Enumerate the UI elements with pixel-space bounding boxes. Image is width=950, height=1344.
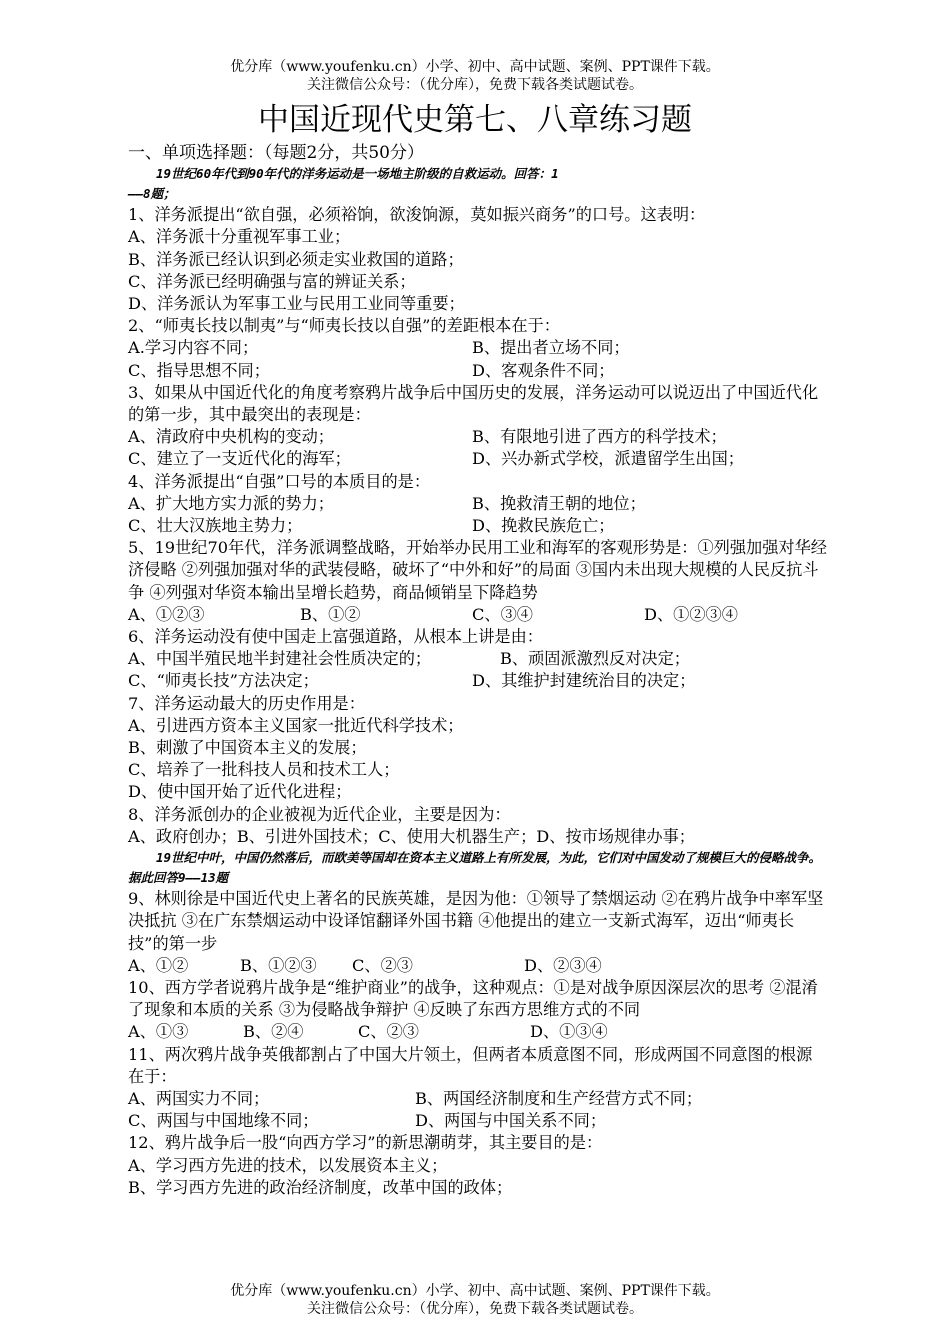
question-3 [128,382,828,471]
option-c: C、两国与中国地缘不同； [128,1111,319,1131]
option-a: A、引进西方资本主义国家一批近代科学技术； [128,715,464,735]
page-title: 中国近现代史第七、八章练习题 [258,102,692,138]
option-d: D、使中国开始了近代化进程； [128,782,352,802]
question-1 [128,204,828,315]
question-4 [128,471,828,538]
option-a: A、①②③ [128,604,205,624]
document-body [128,142,828,1199]
option-b: B、有限地引进了西方的科学技术； [472,427,727,447]
option-c: C、②③ [352,955,413,975]
section-heading: 一、单项选择题：（每题2分，共50分） [128,143,424,163]
option-b: B、提出者立场不同； [472,338,630,358]
options-inline: A、政府创办；B、引进外国技术；C、使用大机器生产；D、按市场规律办事； [128,826,695,846]
footer-line-1: 优分库（www.youfenku.cn）小学、初中、高中试题、案例、PPT课件下载。 [230,1283,720,1299]
option-a: A.学习内容不同； [128,338,259,358]
option-a: A、洋务派十分重视军事工业； [128,227,351,247]
option-d: D、挽救民族危亡； [472,516,615,536]
option-a: A、①③ [128,1022,189,1042]
intro-note-1-line-b: ——8题； [128,186,176,202]
header-line-1: 优分库（www.youfenku.cn）小学、初中、高中试题、案例、PPT课件下载。 [230,59,720,75]
page-footer [0,1282,950,1318]
header-line-2: 关注微信公众号：（优分库），免费下载各类试题试卷。 [307,77,643,93]
option-d: D、兴办新式学校，派遣留学生出国； [472,449,744,469]
option-d: D、客观条件不同； [472,360,615,380]
question-8 [128,804,828,848]
question-stem: 4、洋务派提出“自强”口号的本质目的是： [128,471,431,491]
question-stem: 2、“师夷长技以制夷”与“师夷长技以自强”的差距根本在于： [128,316,560,336]
option-b: B、学习西方先进的政治经济制度，改革中国的政体； [128,1177,513,1197]
question-11 [128,1044,828,1133]
question-5 [128,537,828,626]
option-b: B、两国经济制度和生产经营方式不同； [415,1088,703,1108]
option-a: A、学习西方先进的技术，以发展资本主义； [128,1155,448,1175]
option-b: B、刺激了中国资本主义的发展； [128,738,367,758]
option-c: C、②③ [358,1022,419,1042]
question-2 [128,315,828,382]
option-b: B、顽固派激烈反对决定； [500,649,690,669]
question-stem: 12、鸦片战争后一股“向西方学习”的新思潮萌芽，其主要目的是： [128,1133,603,1153]
question-10 [128,977,828,1044]
option-d: D、两国与中国关系不同； [415,1111,607,1131]
option-d: D、①③④ [530,1022,608,1042]
option-c: C、指导思想不同； [128,360,270,380]
option-a: A、扩大地方实力派的势力； [128,493,334,513]
question-stem: 9、林则徐是中国近代史上著名的民族英雄，是因为他：①领导了禁烟运动 ②在鸦片战争中率军坚决抵抗 ③在广东禁烟运动中设译馆翻译外国书籍 ④他提出的建立一支新式海军，迈出“师夷长技”的第一步 [128,889,824,953]
option-c: C、建立了一支近代化的海军； [128,449,351,469]
intro-note-1-line-a: 19世纪60年代到90年代的洋务运动是一场地主阶级的自救运动。回答：1 [156,166,559,182]
question-stem: 3、如果从中国近代化的角度考察鸦片战争后中国历史的发展，洋务运动可以说迈出了中国近代化的第一步，其中最突出的表现是： [128,382,819,425]
option-a: A、中国半殖民地半封建社会性质决定的； [128,649,432,669]
option-a: A、两国实力不同； [128,1088,270,1108]
question-12 [128,1132,828,1199]
question-stem: 10、西方学者说鸦片战争是“维护商业”的战争，这种观点：①是对战争原因深层次的思考 ②混淆了现象和本质的关系 ③为侵略战争辩护 ④反映了东西方思维方式的不同 [128,977,818,1020]
question-6 [128,626,828,693]
question-stem: 5、19世纪70年代，洋务派调整战略，开始举办民用工业和海军的客观形势是：①列强加强对华经济侵略 ②列强加强对华的武装侵略，破坏了“中外和好”的局面 ③国内未出现大规模的人民反抗斗争 ④列强对华资本输出呈增长趋势，商品倾销呈下降趋势 [128,538,827,602]
option-b: B、①② [300,604,361,624]
intro-note-2: 19世纪中叶，中国仍然落后，而欧美等国却在资本主义道路上有所发展，为此，它们对中国发动了规模巨大的侵略战争。据此回答9——13题 [128,850,822,886]
question-7 [128,693,828,804]
option-c: C、③④ [472,604,533,624]
option-a: A、清政府中央机构的变动； [128,427,334,447]
option-d: D、②③④ [524,955,602,975]
option-b: B、洋务派已经认识到必须走实业救国的道路； [128,249,464,269]
page-header [0,58,950,94]
question-stem: 11、两次鸦片战争英俄都割占了中国大片领土，但两者本质意图不同，形成两国不同意图的根源在于： [128,1044,813,1086]
option-d: D、①②③④ [644,604,738,624]
option-d: D、洋务派认为军事工业与民用工业同等重要； [128,294,465,314]
option-c: C、“师夷长技”方法决定； [128,671,319,691]
option-b: B、①②③ [240,955,317,975]
question-stem: 6、洋务运动没有使中国走上富强道路，从根本上讲是由： [128,627,543,647]
question-stem: 1、洋务派提出“欲自强，必须裕饷，欲浚饷源，莫如振兴商务”的口号。这表明： [128,205,706,225]
intro-note-1 [128,164,828,204]
option-a: A、①② [128,955,189,975]
option-b: B、挽救清王朝的地位； [472,493,646,513]
question-stem: 8、洋务派创办的企业被视为近代企业，主要是因为： [128,804,511,824]
option-b: B、②④ [243,1022,304,1042]
footer-line-2: 关注微信公众号：（优分库），免费下载各类试题试卷。 [307,1301,643,1317]
question-9 [128,888,828,977]
option-c: C、壮大汉族地主势力； [128,516,303,536]
option-c: C、培养了一批科技人员和技术工人； [128,760,400,780]
option-d: D、其维护封建统治目的决定； [472,671,696,691]
option-c: C、洋务派已经明确强与富的辨证关系； [128,271,416,291]
question-stem: 7、洋务运动最大的历史作用是： [128,693,365,713]
